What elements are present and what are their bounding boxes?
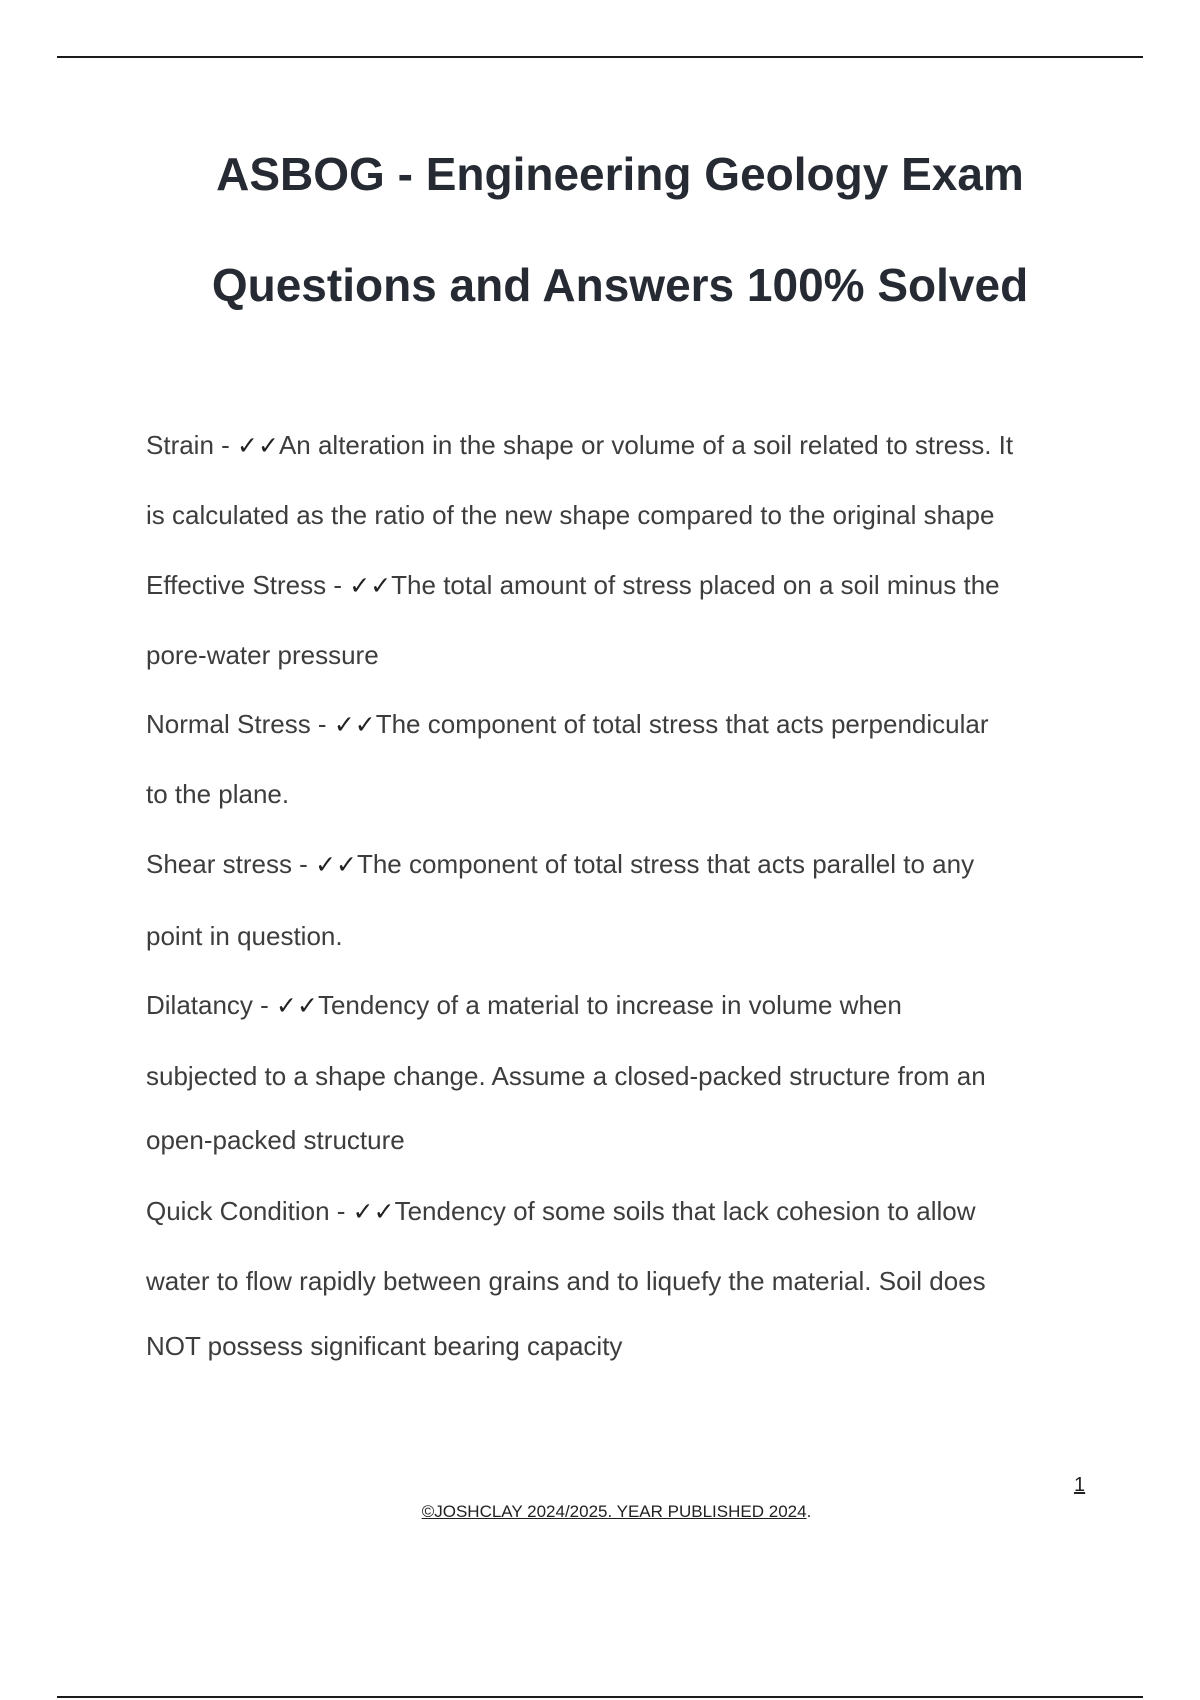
entry-term: Dilatancy -	[146, 990, 277, 1020]
entry-normal-stress-line-2: to the plane.	[146, 779, 290, 809]
document-title-line-2: Questions and Answers 100% Solved	[211, 259, 1029, 311]
entry-term: Shear stress -	[146, 849, 316, 879]
entry-dilatancy-line-2: subjected to a shape change. Assume a closed-packed structure from an	[146, 1061, 986, 1091]
document-title-line-1: ASBOG - Engineering Geology Exam	[216, 148, 1024, 200]
footer-period: .	[806, 1502, 812, 1521]
entry-quick-condition-line-2: water to flow rapidly between grains and to liquefy the material. Soil does	[146, 1266, 986, 1296]
entry-dilatancy-line-1: Dilatancy - ✓✓Tendency of a material to increase in volume when	[146, 990, 902, 1020]
page-number: 1	[1074, 1474, 1086, 1496]
double-check-icon: ✓✓	[333, 710, 376, 739]
footer-copyright-text: ©JOSHCLAY 2024/2025. YEAR PUBLISHED 2024	[421, 1502, 807, 1521]
double-check-icon: ✓✓	[352, 1197, 395, 1226]
entry-effective-stress-line-1: Effective Stress - ✓✓The total amount of stress placed on a soil minus the	[146, 570, 1000, 600]
entry-term: Normal Stress -	[146, 709, 334, 739]
double-check-icon: ✓✓	[315, 850, 357, 879]
entry-term: Quick Condition -	[146, 1196, 353, 1226]
footer-copyright	[0, 1502, 1200, 1522]
bottom-rule	[57, 1696, 1143, 1698]
entry-dilatancy-line-3: open-packed structure	[146, 1125, 405, 1155]
entry-strain-line-1: Strain - ✓✓An alteration in the shape or volume of a soil related to stress. It	[146, 430, 1014, 460]
top-rule	[57, 56, 1143, 58]
double-check-icon: ✓✓	[349, 571, 392, 600]
double-check-icon: ✓✓	[237, 431, 279, 460]
entry-term: Effective Stress -	[146, 570, 350, 600]
entry-quick-condition-line-1: Quick Condition - ✓✓Tendency of some soils that lack cohesion to allow	[146, 1196, 976, 1226]
double-check-icon: ✓✓	[276, 991, 318, 1020]
entry-normal-stress-line-1: Normal Stress - ✓✓The component of total stress that acts perpendicular	[146, 709, 989, 739]
entry-shear-stress-line-2: point in question.	[146, 921, 343, 951]
entry-term: Strain -	[146, 430, 238, 460]
entry-effective-stress-line-2: pore-water pressure	[146, 640, 379, 670]
entry-shear-stress-line-1: Shear stress - ✓✓The component of total stress that acts parallel to any	[146, 849, 975, 879]
entry-strain-line-2: is calculated as the ratio of the new shape compared to the original shape	[146, 500, 995, 530]
entry-quick-condition-line-3: NOT possess significant bearing capacity	[146, 1331, 623, 1361]
